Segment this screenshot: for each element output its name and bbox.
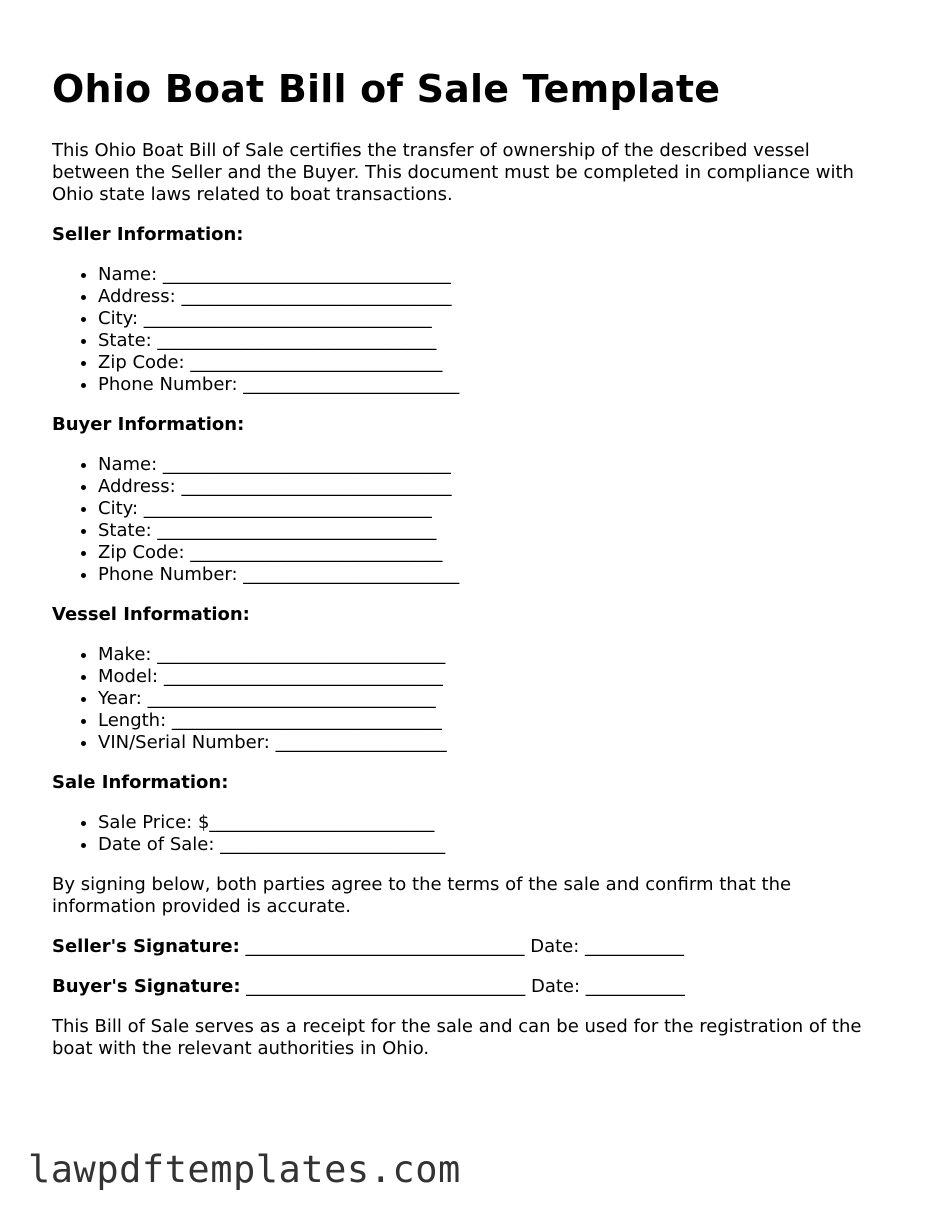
sale-section-heading: Sale Information: (52, 772, 229, 793)
buyer-city-field: • City: ________________________________ (98, 498, 892, 520)
buyer-signature-label: Buyer's Signature: (52, 976, 241, 997)
closing-paragraph: This Bill of Sale serves as a receipt for the sale and can be used for the registration of the boat with the relevant authorities in Ohio. (52, 1016, 862, 1059)
document-title: Ohio Boat Bill of Sale Template (52, 67, 721, 111)
seller-state-field: • State: _______________________________ (98, 330, 892, 352)
site-watermark: lawpdftemplates.com (28, 1148, 461, 1191)
seller-city-field: • City: ________________________________ (98, 308, 892, 330)
sale-price-field: • Sale Price: $_________________________ (98, 812, 892, 834)
buyer-address-field: • Address: ______________________________ (98, 476, 892, 498)
seller-section-heading: Seller Information: (52, 224, 244, 245)
vessel-make-field: • Make: ________________________________ (98, 644, 892, 666)
vessel-vin-field: • VIN/Serial Number: ___________________ (98, 732, 892, 754)
buyer-field-list (52, 454, 892, 586)
seller-address-field: • Address: ______________________________ (98, 286, 892, 308)
seller-signature-label: Seller's Signature: (52, 936, 240, 957)
buyer-signature-line (52, 976, 892, 998)
document-page (52, 64, 892, 1060)
seller-signature-line (52, 936, 892, 958)
buyer-section-heading: Buyer Information: (52, 414, 245, 435)
buyer-name-field: • Name: ________________________________ (98, 454, 892, 476)
buyer-phone-field: • Phone Number: ________________________ (98, 564, 892, 586)
buyer-zip-field: • Zip Code: ____________________________ (98, 542, 892, 564)
seller-zip-field: • Zip Code: ____________________________ (98, 352, 892, 374)
vessel-model-field: • Model: _______________________________ (98, 666, 892, 688)
seller-field-list (52, 264, 892, 396)
buyer-state-field: • State: _______________________________ (98, 520, 892, 542)
vessel-field-list (52, 644, 892, 754)
intro-paragraph: This Ohio Boat Bill of Sale certifies the transfer of ownership of the described vessel between the Seller and the Buyer. This document must be completed in compliance with Ohio state laws related to boat transactions. (52, 140, 854, 205)
seller-signature-blank: _______________________________ Date: ___________ (239, 936, 685, 957)
buyer-signature-blank: _______________________________ Date: ___________ (240, 976, 685, 997)
seller-phone-field: • Phone Number: ________________________ (98, 374, 892, 396)
seller-name-field: • Name: ________________________________ (98, 264, 892, 286)
sale-field-list (52, 812, 892, 856)
vessel-section-heading: Vessel Information: (52, 604, 250, 625)
agreement-paragraph: By signing below, both parties agree to the terms of the sale and confirm that the information provided is accurate. (52, 874, 792, 917)
vessel-year-field: • Year: ________________________________ (98, 688, 892, 710)
sale-date-field: • Date of Sale: _________________________ (98, 834, 892, 856)
vessel-length-field: • Length: ______________________________ (98, 710, 892, 732)
